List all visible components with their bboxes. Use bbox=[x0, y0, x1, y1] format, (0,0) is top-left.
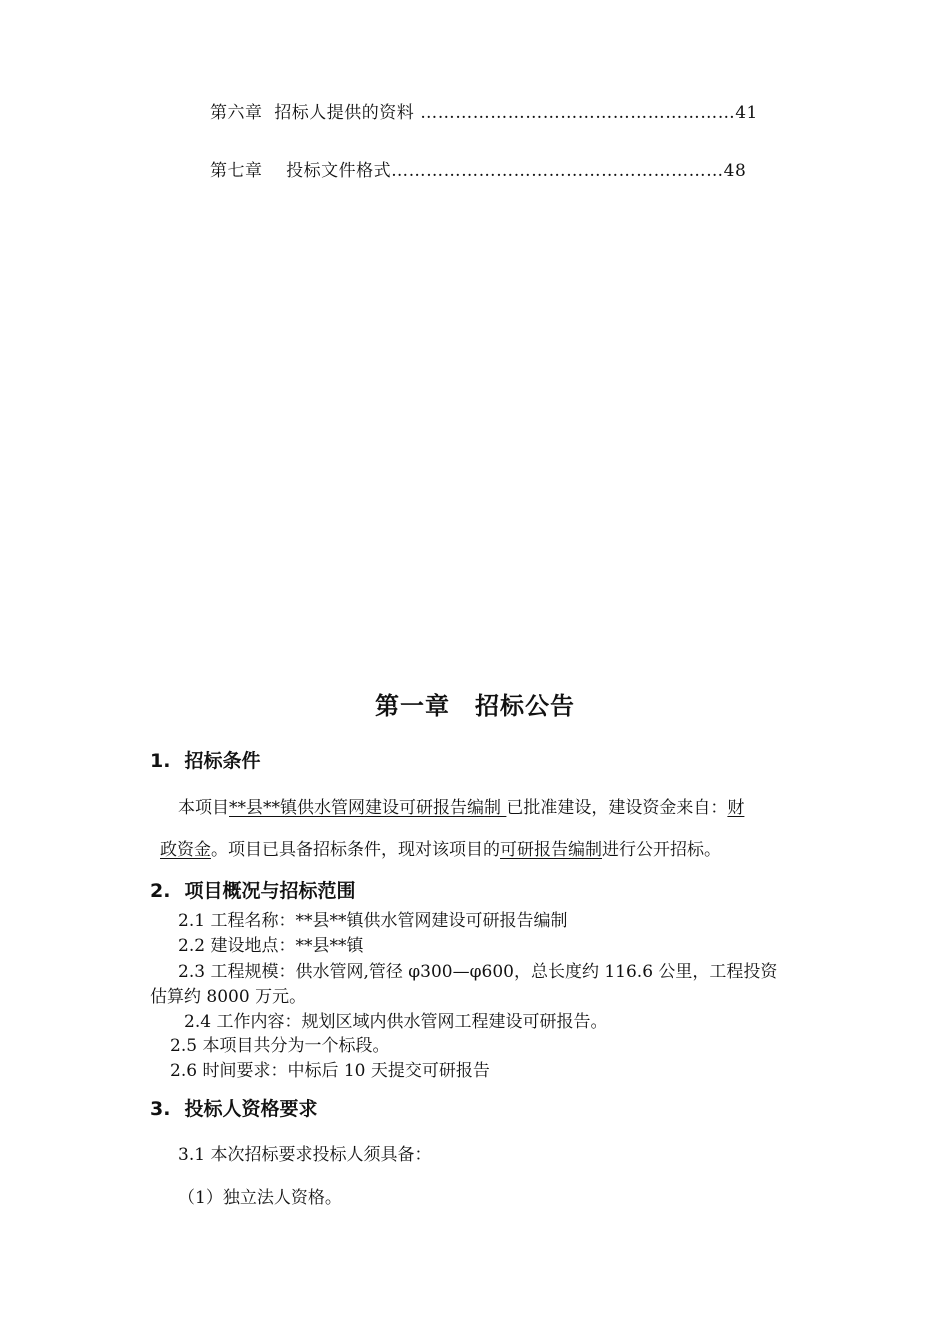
section-number: 3. bbox=[150, 1098, 171, 1120]
toc-dots: ………………………………………………… bbox=[391, 161, 724, 181]
toc-entry-chapter-7[interactable] bbox=[210, 156, 746, 181]
section-count-line: 2.5 本项目共分为一个标段。 bbox=[170, 1036, 390, 1056]
section-number: 1. bbox=[150, 750, 171, 772]
work-content-line: 2.4 工作内容：规划区域内供水管网工程建设可研报告。 bbox=[184, 1012, 608, 1032]
paragraph-1-line-2 bbox=[160, 835, 721, 860]
toc-title: 招标人提供的资料 bbox=[274, 103, 415, 123]
section-heading-3 bbox=[150, 1094, 317, 1121]
section-title: 项目概况与招标范围 bbox=[184, 880, 356, 902]
qualification-intro-line: 3.1 本次招标要求投标人须具备： bbox=[178, 1145, 432, 1165]
text-run: 进行公开招标。 bbox=[602, 840, 721, 860]
chapter-title: 第一章 招标公告 bbox=[375, 692, 575, 720]
toc-chapter-label: 第七章 bbox=[210, 161, 263, 181]
schedule-line: 2.6 时间要求：中标后 10 天提交可研报告 bbox=[170, 1061, 490, 1081]
section-number: 2. bbox=[150, 880, 171, 902]
toc-dots: ……………………………………………… bbox=[420, 103, 736, 123]
project-name-line: 2.1 工程名称：**县**镇供水管网建设可研报告编制 bbox=[178, 911, 568, 931]
qualification-item-1: （1）独立法人资格。 bbox=[178, 1188, 342, 1208]
toc-page-number: 41 bbox=[735, 103, 758, 123]
toc-title: 投标文件格式 bbox=[286, 161, 392, 181]
section-title: 招标条件 bbox=[184, 750, 261, 772]
toc-entry-chapter-6[interactable] bbox=[210, 98, 758, 123]
section-title: 投标人资格要求 bbox=[184, 1098, 318, 1120]
location-line: 2.2 建设地点：**县**镇 bbox=[178, 936, 364, 956]
section-heading-1 bbox=[150, 746, 260, 773]
fund-source-underlined: 政资金 bbox=[160, 840, 211, 860]
text-run: 已批准建设，建设资金来自： bbox=[506, 798, 728, 818]
fund-source-underlined: 财 bbox=[727, 798, 745, 818]
paragraph-1-line-1 bbox=[178, 793, 744, 818]
tender-item-underlined: 可研报告编制 bbox=[500, 840, 602, 860]
toc-chapter-label: 第六章 bbox=[210, 103, 263, 123]
project-name-underlined: **县**镇供水管网建设可研报告编制 bbox=[229, 798, 507, 818]
text-run: 。项目已具备招标条件，现对该项目的 bbox=[211, 840, 500, 860]
section-heading-2 bbox=[150, 876, 355, 903]
toc-page-number: 48 bbox=[723, 161, 747, 181]
scale-line: 2.3 工程规模：供水管网,管径 φ300—φ600，总长度约 116.6 公里，工程投资 bbox=[178, 962, 778, 982]
scale-line-cont: 估算约 8000 万元。 bbox=[150, 987, 307, 1007]
text-run: 本项目 bbox=[178, 798, 229, 818]
